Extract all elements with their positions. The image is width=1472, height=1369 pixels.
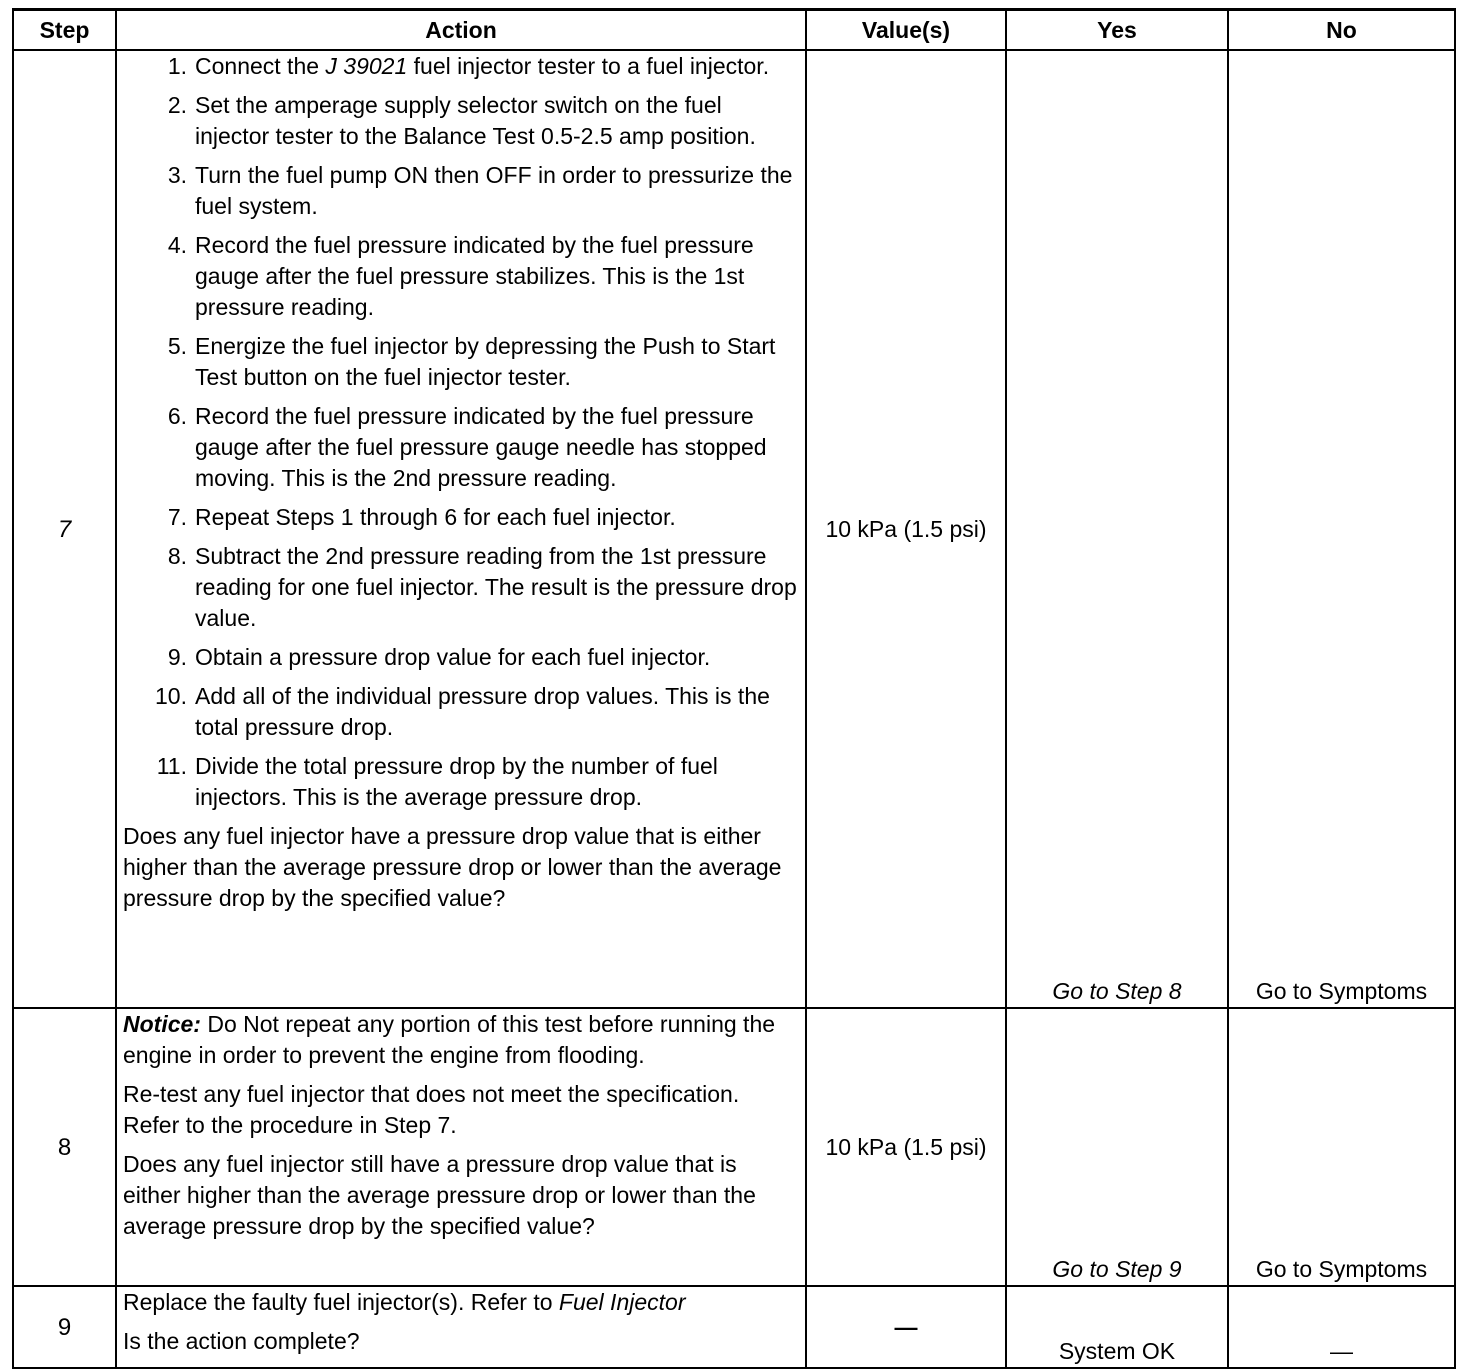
list-item-number: 11. (156, 753, 187, 779)
header-row (13, 10, 1455, 51)
header-values: Value(s) (806, 10, 1006, 51)
notice-label: Notice: (123, 1011, 201, 1037)
decision-question: Is the action complete? (123, 1328, 360, 1354)
list-item-text: Record the fuel pressure indicated by the fuel pressure gauge after the fuel pressure stabilizes. This is the 1st pressure reading. (195, 232, 754, 320)
procedure-list (123, 51, 799, 813)
step-number: 8 (13, 1008, 116, 1286)
decision-question: Does any fuel injector have a pressure drop value that is either higher than the average pressure drop or lower than the average pressure drop by the specified value? (123, 823, 782, 911)
list-item-text: Obtain a pressure drop value for each fuel injector. (195, 644, 711, 670)
value-cell: 10 kPa (1.5 psi) (806, 1008, 1006, 1286)
list-item-text: Record the fuel pressure indicated by the fuel pressure gauge after the fuel pressure gauge needle has stopped moving. This is the 2nd pressure reading. (195, 403, 767, 491)
yes-link[interactable]: Go to Step 8 (1006, 50, 1228, 1008)
list-item (123, 502, 799, 533)
list-item-text: Divide the total pressure drop by the number of fuel injectors. This is the average pressure drop. (195, 753, 718, 810)
list-item-number: 4. (167, 232, 187, 258)
list-item-text: Set the amperage supply selector switch on the fuel injector tester to the Balance Test 0.5-2.5 amp position. (195, 92, 756, 149)
step-number: 9 (13, 1286, 116, 1368)
list-item (123, 160, 799, 222)
list-item (123, 230, 799, 323)
list-item-number: 1. (167, 53, 187, 79)
list-item-number: 2. (167, 92, 187, 118)
list-item (123, 642, 799, 673)
table-row-step-8 (13, 1008, 1455, 1286)
diagnostic-table (12, 8, 1456, 1369)
notice-paragraph (123, 1009, 799, 1071)
value-cell: — (806, 1286, 1006, 1368)
no-link[interactable]: Go to Symptoms (1228, 1008, 1455, 1286)
list-item (123, 90, 799, 152)
list-item (123, 541, 799, 634)
replace-text: Replace the faulty fuel injector(s). Refer to (123, 1289, 559, 1315)
list-item-number: 6. (167, 403, 187, 429)
header-step: Step (13, 10, 116, 51)
value-cell: 10 kPa (1.5 psi) (806, 50, 1006, 1008)
list-item-number: 5. (167, 333, 187, 359)
header-no: No (1228, 10, 1455, 51)
list-item-text-post: fuel injector tester to a fuel injector. (407, 53, 770, 79)
list-item-number: 8. (167, 543, 187, 569)
fuel-injector-reference[interactable]: Fuel Injector (558, 1289, 686, 1315)
yes-result: System OK (1006, 1286, 1228, 1368)
no-result: — (1228, 1286, 1455, 1368)
list-item-number: 3. (167, 162, 187, 188)
list-item-text: Repeat Steps 1 through 6 for each fuel injector. (195, 504, 676, 530)
table-row-step-9 (13, 1286, 1455, 1368)
list-item-number: 9. (167, 644, 187, 670)
header-action: Action (116, 10, 806, 51)
replace-instruction (123, 1287, 799, 1318)
yes-link[interactable]: Go to Step 9 (1006, 1008, 1228, 1286)
list-item (123, 51, 799, 82)
action-cell (116, 50, 806, 1008)
list-item-text: Add all of the individual pressure drop values. This is the total pressure drop. (195, 683, 770, 740)
no-link[interactable]: Go to Symptoms (1228, 50, 1455, 1008)
list-item-text (195, 51, 799, 82)
list-item-number: 10. (155, 683, 187, 709)
list-item-text-pre: Connect the (195, 53, 326, 79)
step-number: 7 (13, 50, 116, 1008)
list-item (123, 401, 799, 494)
list-item (123, 751, 799, 813)
table-row-step-7 (13, 50, 1455, 1008)
action-cell (116, 1008, 806, 1286)
list-item-text: Turn the fuel pump ON then OFF in order to pressurize the fuel system. (195, 162, 793, 219)
tool-reference: J 39021 (325, 53, 408, 79)
list-item-number: 7. (167, 504, 187, 530)
decision-question: Does any fuel injector still have a pressure drop value that is either higher than the average pressure drop or lower than the average pressure drop by the specified value? (123, 1151, 756, 1239)
list-item-text: Subtract the 2nd pressure reading from the 1st pressure reading for one fuel injector. The result is the pressure drop value. (195, 543, 797, 631)
list-item (123, 681, 799, 743)
list-item-text: Energize the fuel injector by depressing the Push to Start Test button on the fuel injector tester. (195, 333, 776, 390)
list-item (123, 331, 799, 393)
retest-instruction: Re-test any fuel injector that does not meet the specification. Refer to the procedure in Step 7. (123, 1081, 740, 1138)
action-cell (116, 1286, 806, 1368)
notice-text: Do Not repeat any portion of this test before running the engine in order to prevent the engine from flooding. (123, 1011, 776, 1068)
header-yes: Yes (1006, 10, 1228, 51)
